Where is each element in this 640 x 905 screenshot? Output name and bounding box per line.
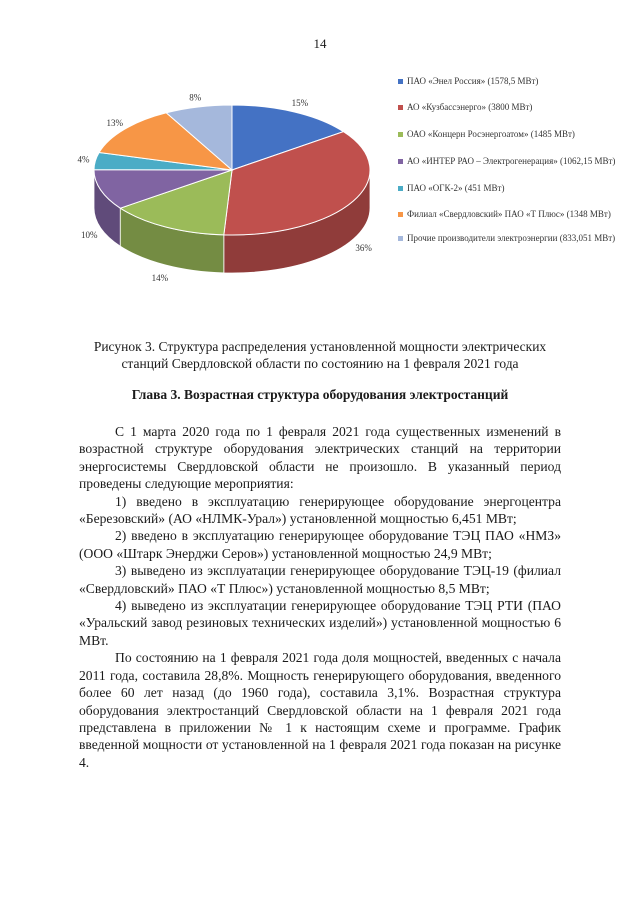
pie-percent-label: 15% — [291, 98, 309, 109]
legend-swatch — [398, 79, 403, 84]
legend-swatch — [398, 132, 403, 137]
pie-chart — [74, 82, 404, 287]
pie-percent-label: 4% — [77, 154, 90, 165]
chapter-heading: Глава 3. Возрастная структура оборудования электростанций — [131, 387, 509, 402]
legend-swatch — [398, 159, 403, 164]
legend-item — [398, 156, 618, 167]
legend-swatch — [398, 212, 403, 217]
legend-item — [398, 102, 618, 113]
legend-label: ОАО «Концерн Росэнергоатом» (1485 МВт) — [407, 129, 575, 139]
legend-label: ПАО «ОГК-2» (451 МВт) — [407, 183, 505, 193]
legend-swatch — [398, 186, 403, 191]
page-number: 14 — [313, 36, 327, 51]
legend-swatch — [398, 105, 403, 110]
caption-line-2: станций Свердловской области по состоянию на 1 февраля 2021 года — [121, 356, 519, 371]
figure-caption — [80, 338, 560, 372]
legend-item — [398, 76, 618, 87]
legend-label: АО «ИНТЕР РАО – Электрогенерация» (1062,15 МВт) — [407, 156, 616, 166]
list-item-1: 1) введено в эксплуатацию генерирующее оборудование энергоцентра «Березовский» (АО «НЛМК-Урал») установленной мощностью 6,451 МВт; — [79, 493, 561, 527]
legend-label: Филиал «Свердловский» ПАО «Т Плюс» (1348 МВт) — [407, 209, 611, 219]
pie-percent-label: 14% — [151, 272, 169, 283]
legend-item — [398, 233, 618, 244]
pie-percent-label: 8% — [189, 92, 202, 103]
chart-legend — [398, 76, 618, 244]
body-text — [79, 423, 561, 771]
legend-item — [398, 209, 618, 220]
list-item-3: 3) выведено из эксплуатации генерирующее оборудование ТЭЦ-19 (филиал «Свердловский» ПАО «Т Плюс») установленной мощностью 8,5 МВт; — [79, 563, 561, 596]
list-item-2: 2) введено в эксплуатацию генерирующее оборудование ТЭЦ ПАО «НМЗ» (ООО «Штарк Энерджи Серов») установленной мощностью 24,9 МВт; — [79, 528, 561, 561]
pie-percent-label: 36% — [355, 242, 372, 253]
legend-item — [398, 183, 618, 194]
legend-item — [398, 129, 618, 140]
pie-percent-label: 13% — [106, 118, 124, 129]
list-item-4: 4) выведено из эксплуатации генерирующее оборудование ТЭЦ РТИ (ПАО «Уральский завод резиновых технических изделий») установленной мощностью 6 МВт. — [79, 598, 561, 648]
legend-label: АО «Кузбассэнерго» (3800 МВт) — [407, 102, 533, 112]
legend-label: ПАО «Энел Россия» (1578,5 МВт) — [407, 76, 539, 86]
caption-line-1: Рисунок 3. Структура распределения установленной мощности электрических — [93, 339, 547, 354]
paragraph-status: По состоянию на 1 февраля 2021 года доля мощностей, введенных с начала 2011 года, составила 28,8%. Мощность генерирующего оборудования, введенного более 60 лет назад (до 1960 года), составила 3,1%. Возрастная структура оборудования электростанций Свердловской области на 1 февраля 2021 года представлена в приложении № 1 к настоящим схеме и программе. График введенной мощности от установленной на 1 февраля 2021 года показан на рисунке 4. — [79, 650, 561, 770]
paragraph-intro: С 1 марта 2020 года по 1 февраля 2021 года существенных изменений в возрастной структуре оборудования электрических станций на территории энергосистемы Свердловской области не произошло. В указанный период проведены следующие мероприятия: — [79, 424, 561, 492]
legend-label: Прочие производители электроэнергии (833,051 МВт) — [407, 233, 616, 243]
pie-percent-label: 10% — [80, 229, 98, 240]
legend-swatch — [398, 236, 403, 241]
